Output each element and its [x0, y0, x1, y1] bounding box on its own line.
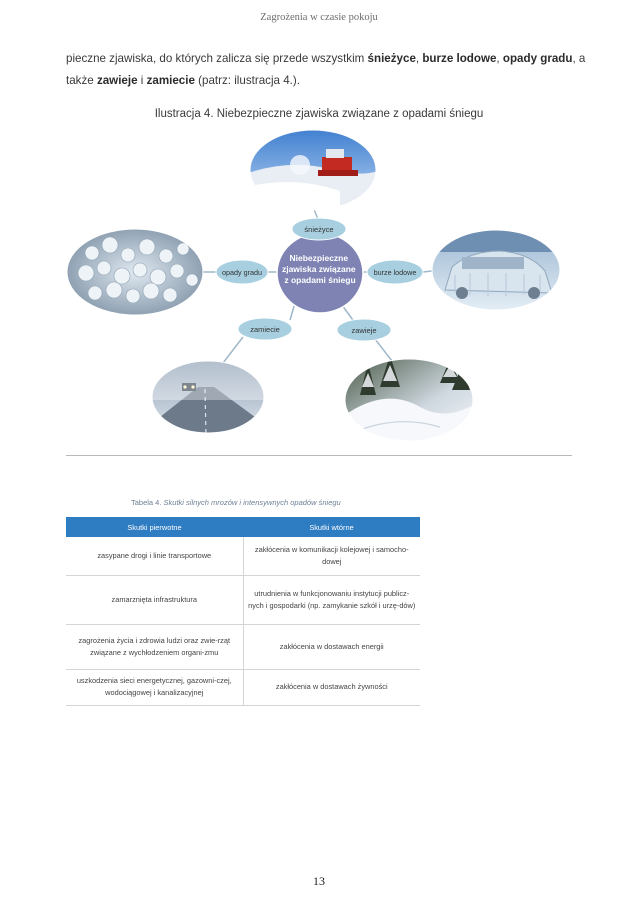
node-ice-storms-label: burze lodowe [373, 268, 417, 277]
term-ice-storms: burze lodowe [422, 52, 497, 65]
table-caption-text: Skutki silnych mrozów i intensywnych opadów śniegu [161, 498, 341, 507]
para-text: i [137, 74, 147, 87]
term-snowstorms: śnieżyce [367, 52, 416, 65]
table-row [66, 537, 420, 575]
body-paragraph [66, 48, 586, 92]
table-cell-primary: uszkodzenia sieci energetycznej, gazowni-czej, wodociągowej i kanalizacyjnej [66, 669, 243, 705]
table-row [66, 624, 420, 669]
running-header: Zagrożenia w czasie pokoju [260, 12, 378, 23]
hail-photo [67, 229, 203, 315]
para-text: pieczne zjawiska, do których zalicza się przede wszystkim [66, 52, 368, 65]
table-cell-primary: zamarznięta infrastruktura [66, 575, 243, 624]
header-secondary-effects: Skutki wtórne [243, 517, 420, 537]
header-primary-effects: Skutki pierwotne [66, 517, 243, 537]
node-hail-label: opady gradu [222, 268, 262, 277]
para-text: , [496, 52, 503, 65]
table-header-row [66, 517, 420, 537]
node-snowstorms-label: śnieżyce [304, 225, 334, 234]
table-row [66, 669, 420, 705]
table-row [66, 575, 420, 624]
table-cell-primary: zasypane drogi i linie transportowe [66, 537, 243, 575]
svg-text:Niebezpieczne zjawiska zwi [282, 253, 358, 285]
illustration-caption: Ilustracja 4. Niebezpieczne zjawiska związane z opadami śniegu [154, 108, 484, 120]
center-label-line-1: Niebezpieczne [289, 253, 349, 263]
term-hail: opady gradu [502, 52, 573, 65]
para-text: , [415, 52, 423, 65]
term-snowdrifts: zawieje [96, 74, 138, 87]
node-hail [216, 260, 268, 284]
table-caption [131, 498, 341, 507]
node-snowdrifts [337, 319, 391, 341]
blizzard-photo [150, 360, 266, 435]
table-cell-primary: zagrożenia życia i zdrowia ludzi oraz zwie-rząt związane z wychłodzeniem organi-zmu [66, 624, 243, 669]
node-blizzards [238, 318, 292, 340]
node-snowdrifts-label: zawieje [351, 326, 377, 335]
effects-table [66, 517, 420, 706]
node-ice-storms [367, 260, 423, 284]
node-blizzards-label: zamiecie [250, 325, 280, 334]
snowstorm-photo [248, 128, 378, 213]
para-text: , a także [66, 52, 586, 87]
para-text: (patrz: ilustracja 4.). [194, 74, 300, 87]
section-divider [66, 455, 572, 456]
node-snowstorms [292, 218, 346, 240]
table-cell-secondary: zakłócenia w dostawach żywności [243, 669, 420, 705]
table-cell-secondary: zakłócenia w dostawach energii [243, 624, 420, 669]
table-caption-label: Tabela 4. [131, 498, 162, 507]
term-blizzards: zamiecie [146, 74, 195, 87]
table-cell-secondary: utrudnienia w funkcjonowaniu instytucji publicz-nych i gospodarki (np. zamykanie szkół i urzę-dów) [243, 575, 420, 624]
page-number: 13 [313, 874, 325, 888]
center-label-line-2: zjawiska związane [281, 264, 356, 274]
center-label-line-3: z opadami śniegu [284, 275, 356, 285]
snow-phenomena-diagram [0, 125, 638, 450]
table-cell-secondary: zakłócenia w komunikacji kolejowej i samocho-dowej [243, 537, 420, 575]
